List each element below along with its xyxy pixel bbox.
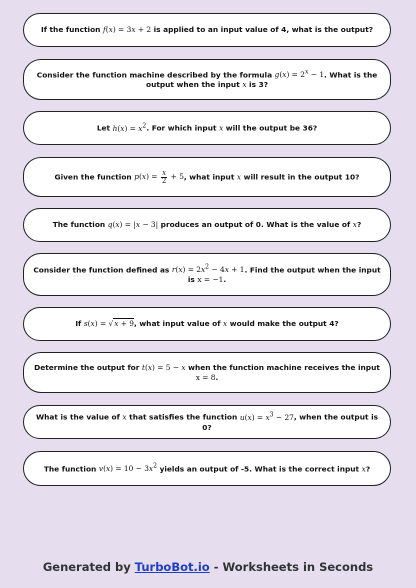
question-card (23, 157, 391, 197)
question-text: Let $h(x) = x^2$. For which input x will the output be 36? (96, 122, 318, 133)
question-card (23, 111, 391, 145)
question-text: If s(x) = √x + 9, what input value of x would make the output 4? (75, 319, 339, 328)
question-card (23, 59, 391, 100)
footer (0, 560, 416, 574)
question-text: Determine the output for t(x) = 5 − x when the function machine receives the input x = 8. (34, 362, 380, 382)
question-card (23, 307, 391, 341)
question-text: What is the value of x that satisfies the function $u(x) = x^3 - 27$, when the output is 0? (35, 411, 379, 432)
question-text: The function $v(x) = 10 - 3x^2$ yields an output of -5. What is the correct input x? (43, 462, 371, 474)
turbobot-link[interactable]: TurboBot.io (134, 560, 210, 574)
question-card (23, 208, 391, 242)
question-text: Consider the function defined as $r(x) = 2x^2 - 4x + 1$. Find the output when the input is x = −1. (33, 263, 381, 285)
question-card (23, 451, 391, 486)
question-text: Consider the function machine described by the formula $g(x) = 2^x - 1$. What is the output when the input x is 3? (36, 68, 378, 90)
question-text: If the function f(x) = 3x + 2 is applied to an input value of 4, what is the output? (40, 25, 374, 34)
question-card (23, 253, 391, 296)
question-card (23, 405, 391, 439)
question-text: Given the function p(x) = $\frac{x}{2}$ + 5, what input x will result in the output 10? (54, 168, 360, 185)
question-card (23, 13, 391, 47)
question-card (23, 352, 391, 393)
question-text: The function q(x) = |x − 3| produces an output of 0. What is the value of x? (52, 220, 362, 229)
footer-suffix: - Worksheets in Seconds (209, 560, 374, 574)
footer-prefix: Generated by (42, 560, 135, 574)
